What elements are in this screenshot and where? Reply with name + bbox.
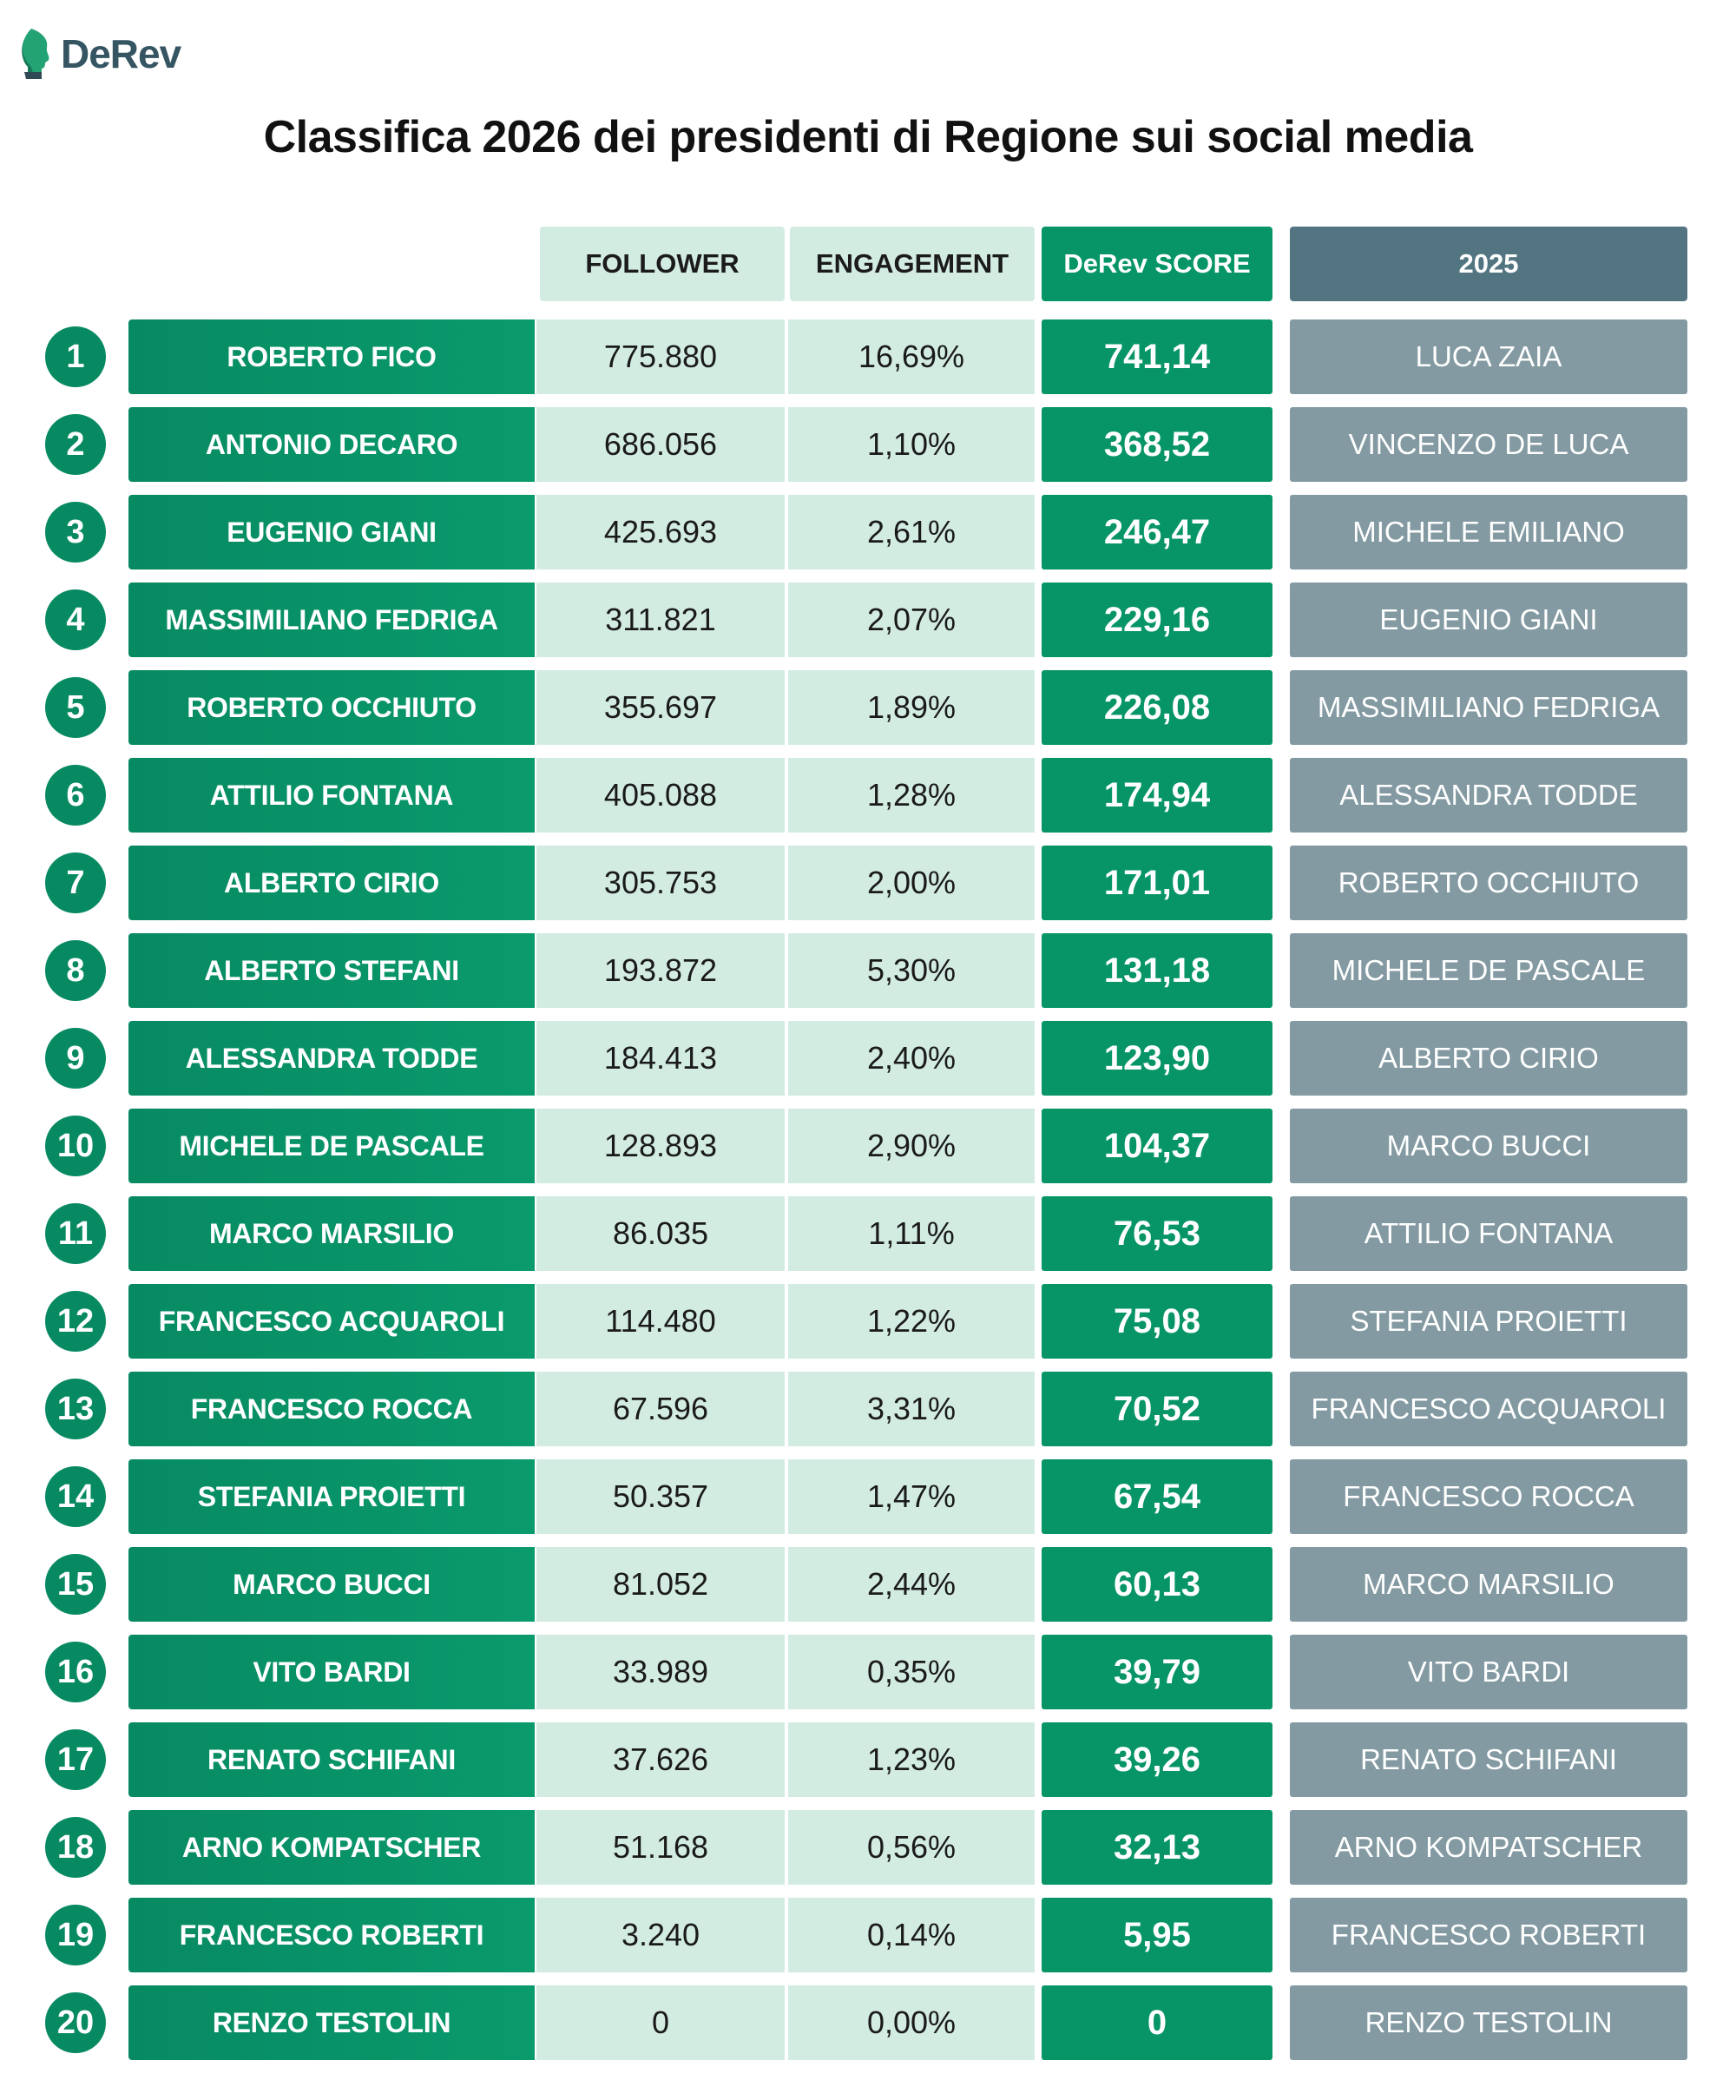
- ranking-2025-name: VINCENZO DE LUCA: [1290, 407, 1687, 482]
- engagement-rate: 16,69%: [788, 319, 1035, 394]
- follower-count: 128.893: [536, 1109, 785, 1183]
- ranking-2025-name: FRANCESCO ROCCA: [1290, 1459, 1687, 1534]
- follower-count: 81.052: [536, 1547, 785, 1622]
- table-row: [0, 319, 1736, 394]
- table-row: [0, 1284, 1736, 1359]
- engagement-rate: 0,35%: [788, 1635, 1035, 1709]
- table-row: [0, 583, 1736, 657]
- derev-score: 741,14: [1042, 319, 1272, 394]
- ranking-2025-name: ATTILIO FONTANA: [1290, 1196, 1687, 1271]
- rank-badge: 9: [45, 1028, 106, 1089]
- ranking-2025-name: LUCA ZAIA: [1290, 319, 1687, 394]
- table-row: [0, 1547, 1736, 1622]
- derev-score: 70,52: [1042, 1372, 1272, 1446]
- rank-badge: 6: [45, 765, 106, 826]
- table-row: [0, 1459, 1736, 1534]
- rank-badge: 7: [45, 853, 106, 913]
- column-header-follower: FOLLOWER: [540, 227, 785, 301]
- ranking-2025-name: FRANCESCO ACQUAROLI: [1290, 1372, 1687, 1446]
- derev-score: 226,08: [1042, 670, 1272, 745]
- follower-count: 86.035: [536, 1196, 785, 1271]
- engagement-rate: 1,89%: [788, 670, 1035, 745]
- president-name: ALBERTO STEFANI: [128, 933, 535, 1008]
- brand-logo: [19, 26, 181, 82]
- president-name: MICHELE DE PASCALE: [128, 1109, 535, 1183]
- follower-count: 405.088: [536, 758, 785, 833]
- follower-count: 775.880: [536, 319, 785, 394]
- engagement-rate: 2,07%: [788, 583, 1035, 657]
- follower-count: 355.697: [536, 670, 785, 745]
- ranking-2025-name: MARCO MARSILIO: [1290, 1547, 1687, 1622]
- derev-score: 67,54: [1042, 1459, 1272, 1534]
- engagement-rate: 1,11%: [788, 1196, 1035, 1271]
- derev-score: 368,52: [1042, 407, 1272, 482]
- rank-badge: 12: [45, 1291, 106, 1352]
- engagement-rate: 1,47%: [788, 1459, 1035, 1534]
- follower-count: 67.596: [536, 1372, 785, 1446]
- president-name: ROBERTO OCCHIUTO: [128, 670, 535, 745]
- engagement-rate: 3,31%: [788, 1372, 1035, 1446]
- column-header-derev-score: DeRev SCORE: [1042, 227, 1272, 301]
- derev-score: 39,79: [1042, 1635, 1272, 1709]
- derev-score: 75,08: [1042, 1284, 1272, 1359]
- engagement-rate: 2,00%: [788, 846, 1035, 920]
- follower-count: 425.693: [536, 495, 785, 569]
- president-name: ARNO KOMPATSCHER: [128, 1810, 535, 1885]
- rank-badge: 10: [45, 1116, 106, 1176]
- follower-count: 184.413: [536, 1021, 785, 1096]
- derev-score: 5,95: [1042, 1898, 1272, 1972]
- engagement-rate: 0,56%: [788, 1810, 1035, 1885]
- table-row: [0, 1898, 1736, 1972]
- president-name: MARCO MARSILIO: [128, 1196, 535, 1271]
- engagement-rate: 1,22%: [788, 1284, 1035, 1359]
- derev-score: 104,37: [1042, 1109, 1272, 1183]
- rank-badge: 2: [45, 414, 106, 475]
- engagement-rate: 2,90%: [788, 1109, 1035, 1183]
- table-row: [0, 407, 1736, 482]
- engagement-rate: 2,44%: [788, 1547, 1035, 1622]
- table-row: [0, 1722, 1736, 1797]
- derev-score: 246,47: [1042, 495, 1272, 569]
- rank-badge: 11: [45, 1203, 106, 1264]
- follower-count: 37.626: [536, 1722, 785, 1797]
- follower-count: 50.357: [536, 1459, 785, 1534]
- president-name: MASSIMILIANO FEDRIGA: [128, 583, 535, 657]
- ranking-2025-name: MICHELE EMILIANO: [1290, 495, 1687, 569]
- follower-count: 33.989: [536, 1635, 785, 1709]
- table-row: [0, 1985, 1736, 2060]
- president-name: ANTONIO DECARO: [128, 407, 535, 482]
- follower-count: 686.056: [536, 407, 785, 482]
- ranking-2025-name: ALBERTO CIRIO: [1290, 1021, 1687, 1096]
- ranking-2025-name: ROBERTO OCCHIUTO: [1290, 846, 1687, 920]
- rank-badge: 19: [45, 1905, 106, 1965]
- president-name: EUGENIO GIANI: [128, 495, 535, 569]
- follower-count: 193.872: [536, 933, 785, 1008]
- president-name: ROBERTO FICO: [128, 319, 535, 394]
- president-name: MARCO BUCCI: [128, 1547, 535, 1622]
- ranking-2025-name: ALESSANDRA TODDE: [1290, 758, 1687, 833]
- brand-name: DeRev: [61, 31, 181, 76]
- engagement-rate: 5,30%: [788, 933, 1035, 1008]
- ranking-2025-name: RENATO SCHIFANI: [1290, 1722, 1687, 1797]
- derev-score: 171,01: [1042, 846, 1272, 920]
- ranking-2025-name: EUGENIO GIANI: [1290, 583, 1687, 657]
- engagement-rate: 2,40%: [788, 1021, 1035, 1096]
- rank-badge: 20: [45, 1992, 106, 2053]
- president-name: FRANCESCO ACQUAROLI: [128, 1284, 535, 1359]
- ranking-2025-name: MICHELE DE PASCALE: [1290, 933, 1687, 1008]
- president-name: ATTILIO FONTANA: [128, 758, 535, 833]
- table-row: [0, 1021, 1736, 1096]
- president-name: ALESSANDRA TODDE: [128, 1021, 535, 1096]
- derev-score: 123,90: [1042, 1021, 1272, 1096]
- rank-badge: 4: [45, 589, 106, 650]
- rank-badge: 3: [45, 502, 106, 563]
- follower-count: 0: [536, 1985, 785, 2060]
- engagement-rate: 1,23%: [788, 1722, 1035, 1797]
- follower-count: 3.240: [536, 1898, 785, 1972]
- rank-badge: 18: [45, 1817, 106, 1878]
- engagement-rate: 1,28%: [788, 758, 1035, 833]
- derev-score: 39,26: [1042, 1722, 1272, 1797]
- table-row: [0, 670, 1736, 745]
- follower-count: 311.821: [536, 583, 785, 657]
- ranking-2025-name: MARCO BUCCI: [1290, 1109, 1687, 1183]
- president-name: RENZO TESTOLIN: [128, 1985, 535, 2060]
- table-row: [0, 933, 1736, 1008]
- engagement-rate: 2,61%: [788, 495, 1035, 569]
- ranking-2025-name: STEFANIA PROIETTI: [1290, 1284, 1687, 1359]
- column-header-2025: 2025: [1290, 227, 1687, 301]
- derev-logo-icon: [19, 27, 54, 81]
- ranking-2025-name: RENZO TESTOLIN: [1290, 1985, 1687, 2060]
- table-row: [0, 1810, 1736, 1885]
- rank-badge: 5: [45, 677, 106, 738]
- derev-score: 174,94: [1042, 758, 1272, 833]
- derev-score: 0: [1042, 1985, 1272, 2060]
- president-name: RENATO SCHIFANI: [128, 1722, 535, 1797]
- rank-badge: 13: [45, 1379, 106, 1439]
- table-row: [0, 1372, 1736, 1446]
- derev-score: 60,13: [1042, 1547, 1272, 1622]
- derev-score: 32,13: [1042, 1810, 1272, 1885]
- ranking-2025-name: FRANCESCO ROBERTI: [1290, 1898, 1687, 1972]
- president-name: FRANCESCO ROCCA: [128, 1372, 535, 1446]
- engagement-rate: 0,14%: [788, 1898, 1035, 1972]
- table-row: [0, 1196, 1736, 1271]
- rank-badge: 16: [45, 1642, 106, 1702]
- rank-badge: 17: [45, 1729, 106, 1790]
- rank-badge: 15: [45, 1554, 106, 1615]
- derev-score: 229,16: [1042, 583, 1272, 657]
- table-row: [0, 495, 1736, 569]
- page-title: Classifica 2026 dei presidenti di Regione sui social media: [263, 112, 1473, 162]
- rank-badge: 8: [45, 940, 106, 1001]
- table-row: [0, 758, 1736, 833]
- president-name: ALBERTO CIRIO: [128, 846, 535, 920]
- table-row: [0, 1635, 1736, 1709]
- engagement-rate: 1,10%: [788, 407, 1035, 482]
- ranking-2025-name: MASSIMILIANO FEDRIGA: [1290, 670, 1687, 745]
- column-header-engagement: ENGAGEMENT: [790, 227, 1035, 301]
- follower-count: 305.753: [536, 846, 785, 920]
- ranking-2025-name: VITO BARDI: [1290, 1635, 1687, 1709]
- derev-score: 131,18: [1042, 933, 1272, 1008]
- rank-badge: 14: [45, 1466, 106, 1527]
- ranking-2025-name: ARNO KOMPATSCHER: [1290, 1810, 1687, 1885]
- engagement-rate: 0,00%: [788, 1985, 1035, 2060]
- president-name: FRANCESCO ROBERTI: [128, 1898, 535, 1972]
- follower-count: 114.480: [536, 1284, 785, 1359]
- table-row: [0, 1109, 1736, 1183]
- president-name: STEFANIA PROIETTI: [128, 1459, 535, 1534]
- president-name: VITO BARDI: [128, 1635, 535, 1709]
- derev-score: 76,53: [1042, 1196, 1272, 1271]
- rank-badge: 1: [45, 326, 106, 387]
- follower-count: 51.168: [536, 1810, 785, 1885]
- table-row: [0, 846, 1736, 920]
